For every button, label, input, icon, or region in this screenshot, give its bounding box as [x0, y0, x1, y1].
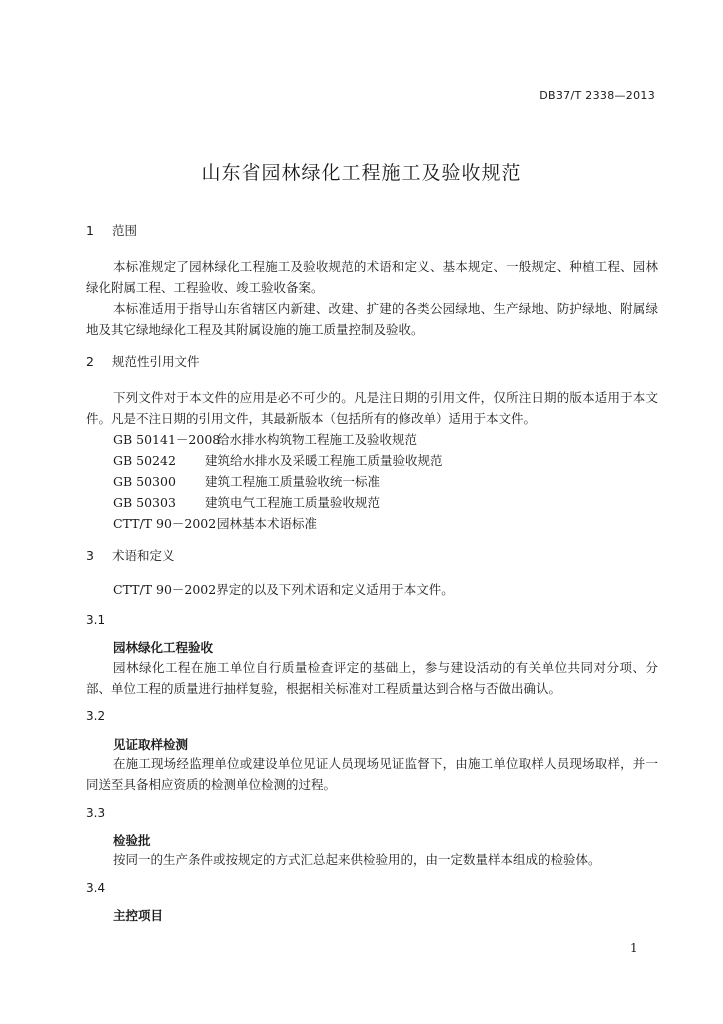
reference-item: [113, 472, 380, 490]
document-title: 山东省园林绿化工程施工及验收规范: [201, 162, 522, 184]
reference-item: [113, 493, 380, 511]
term-definition: 按同一的生产条件或按规定的方式汇总起来供检验用的，由一定数量样本组成的检验体。: [113, 852, 601, 867]
terms-intro: CTT/T 90－2002界定的以及下列术语和定义适用于本文件。: [113, 582, 454, 597]
reference-name: 建筑工程施工质量验收统一标准: [204, 474, 380, 489]
reference-code: GB 50141－2008: [113, 432, 221, 447]
standard-code: DB37/T 2338—2013: [539, 89, 655, 102]
term-definition: 园林绿化工程在施工单位自行质量检查评定的基础上，参与建设活动的有关单位共同对分项、分部、单位工程的质量进行抽样复验，根据相关标准对工程质量达到合格与否做出确认。: [86, 660, 658, 696]
term-title: 主控项目: [113, 908, 164, 923]
term-title: 园林绿化工程验收: [113, 640, 214, 655]
reference-item: [113, 430, 417, 448]
section-number: 3: [86, 548, 94, 563]
section-1-heading: [86, 221, 137, 239]
reference-code: GB 50303: [113, 495, 176, 510]
section-title: 术语和定义: [111, 548, 175, 563]
section-title: 规范性引用文件: [111, 354, 200, 369]
reference-code: GB 50242: [113, 453, 176, 468]
term-definition: 在施工现场经监理单位或建设单位见证人员现场见证监督下，由施工单位取样人员现场取样，并一同送至具备相应资质的检测单位检测的过程。: [86, 756, 658, 792]
section-title: 范围: [111, 223, 137, 238]
reference-code: GB 50300: [113, 474, 176, 489]
reference-name: 建筑电气工程施工质量验收规范: [204, 495, 380, 510]
section-number: 1: [86, 223, 94, 238]
reference-code: CTT/T 90－2002: [113, 516, 217, 531]
section-2-heading: [86, 352, 200, 370]
term-title: 见证取样检测: [113, 737, 189, 752]
reference-name: 园林基本术语标准: [216, 516, 317, 531]
term-number: 3.3: [86, 806, 106, 820]
term-title: 检验批: [113, 833, 151, 848]
scope-paragraph-2: 本标准适用于指导山东省辖区内新建、改建、扩建的各类公园绿地、生产绿地、防护绿地、附属绿地及其它绿地绿化工程及其附属设施的施工质量控制及验收。: [86, 301, 658, 337]
page-number: 1: [630, 941, 638, 955]
scope-paragraph-1: 本标准规定了园林绿化工程施工及验收规范的术语和定义、基本规定、一般规定、种植工程、园林绿化附属工程、工程验收、竣工验收备案。: [86, 259, 658, 295]
reference-name: 建筑给水排水及采暖工程施工质量验收规范: [204, 453, 443, 468]
term-number: 3.2: [86, 709, 106, 723]
section-3-heading: [86, 546, 175, 564]
reference-name: 给水排水构筑物工程施工及验收规范: [216, 432, 417, 447]
section-number: 2: [86, 354, 94, 369]
reference-item: [113, 514, 317, 532]
references-intro: 下列文件对于本文件的应用是必不可少的。凡是注日期的引用文件，仅所注日期的版本适用于本文件。凡是不注日期的引用文件，其最新版本（包括所有的修改单）适用于本文件。: [86, 390, 658, 426]
term-number: 3.1: [86, 613, 106, 627]
term-number: 3.4: [86, 881, 106, 895]
reference-item: [113, 451, 443, 469]
